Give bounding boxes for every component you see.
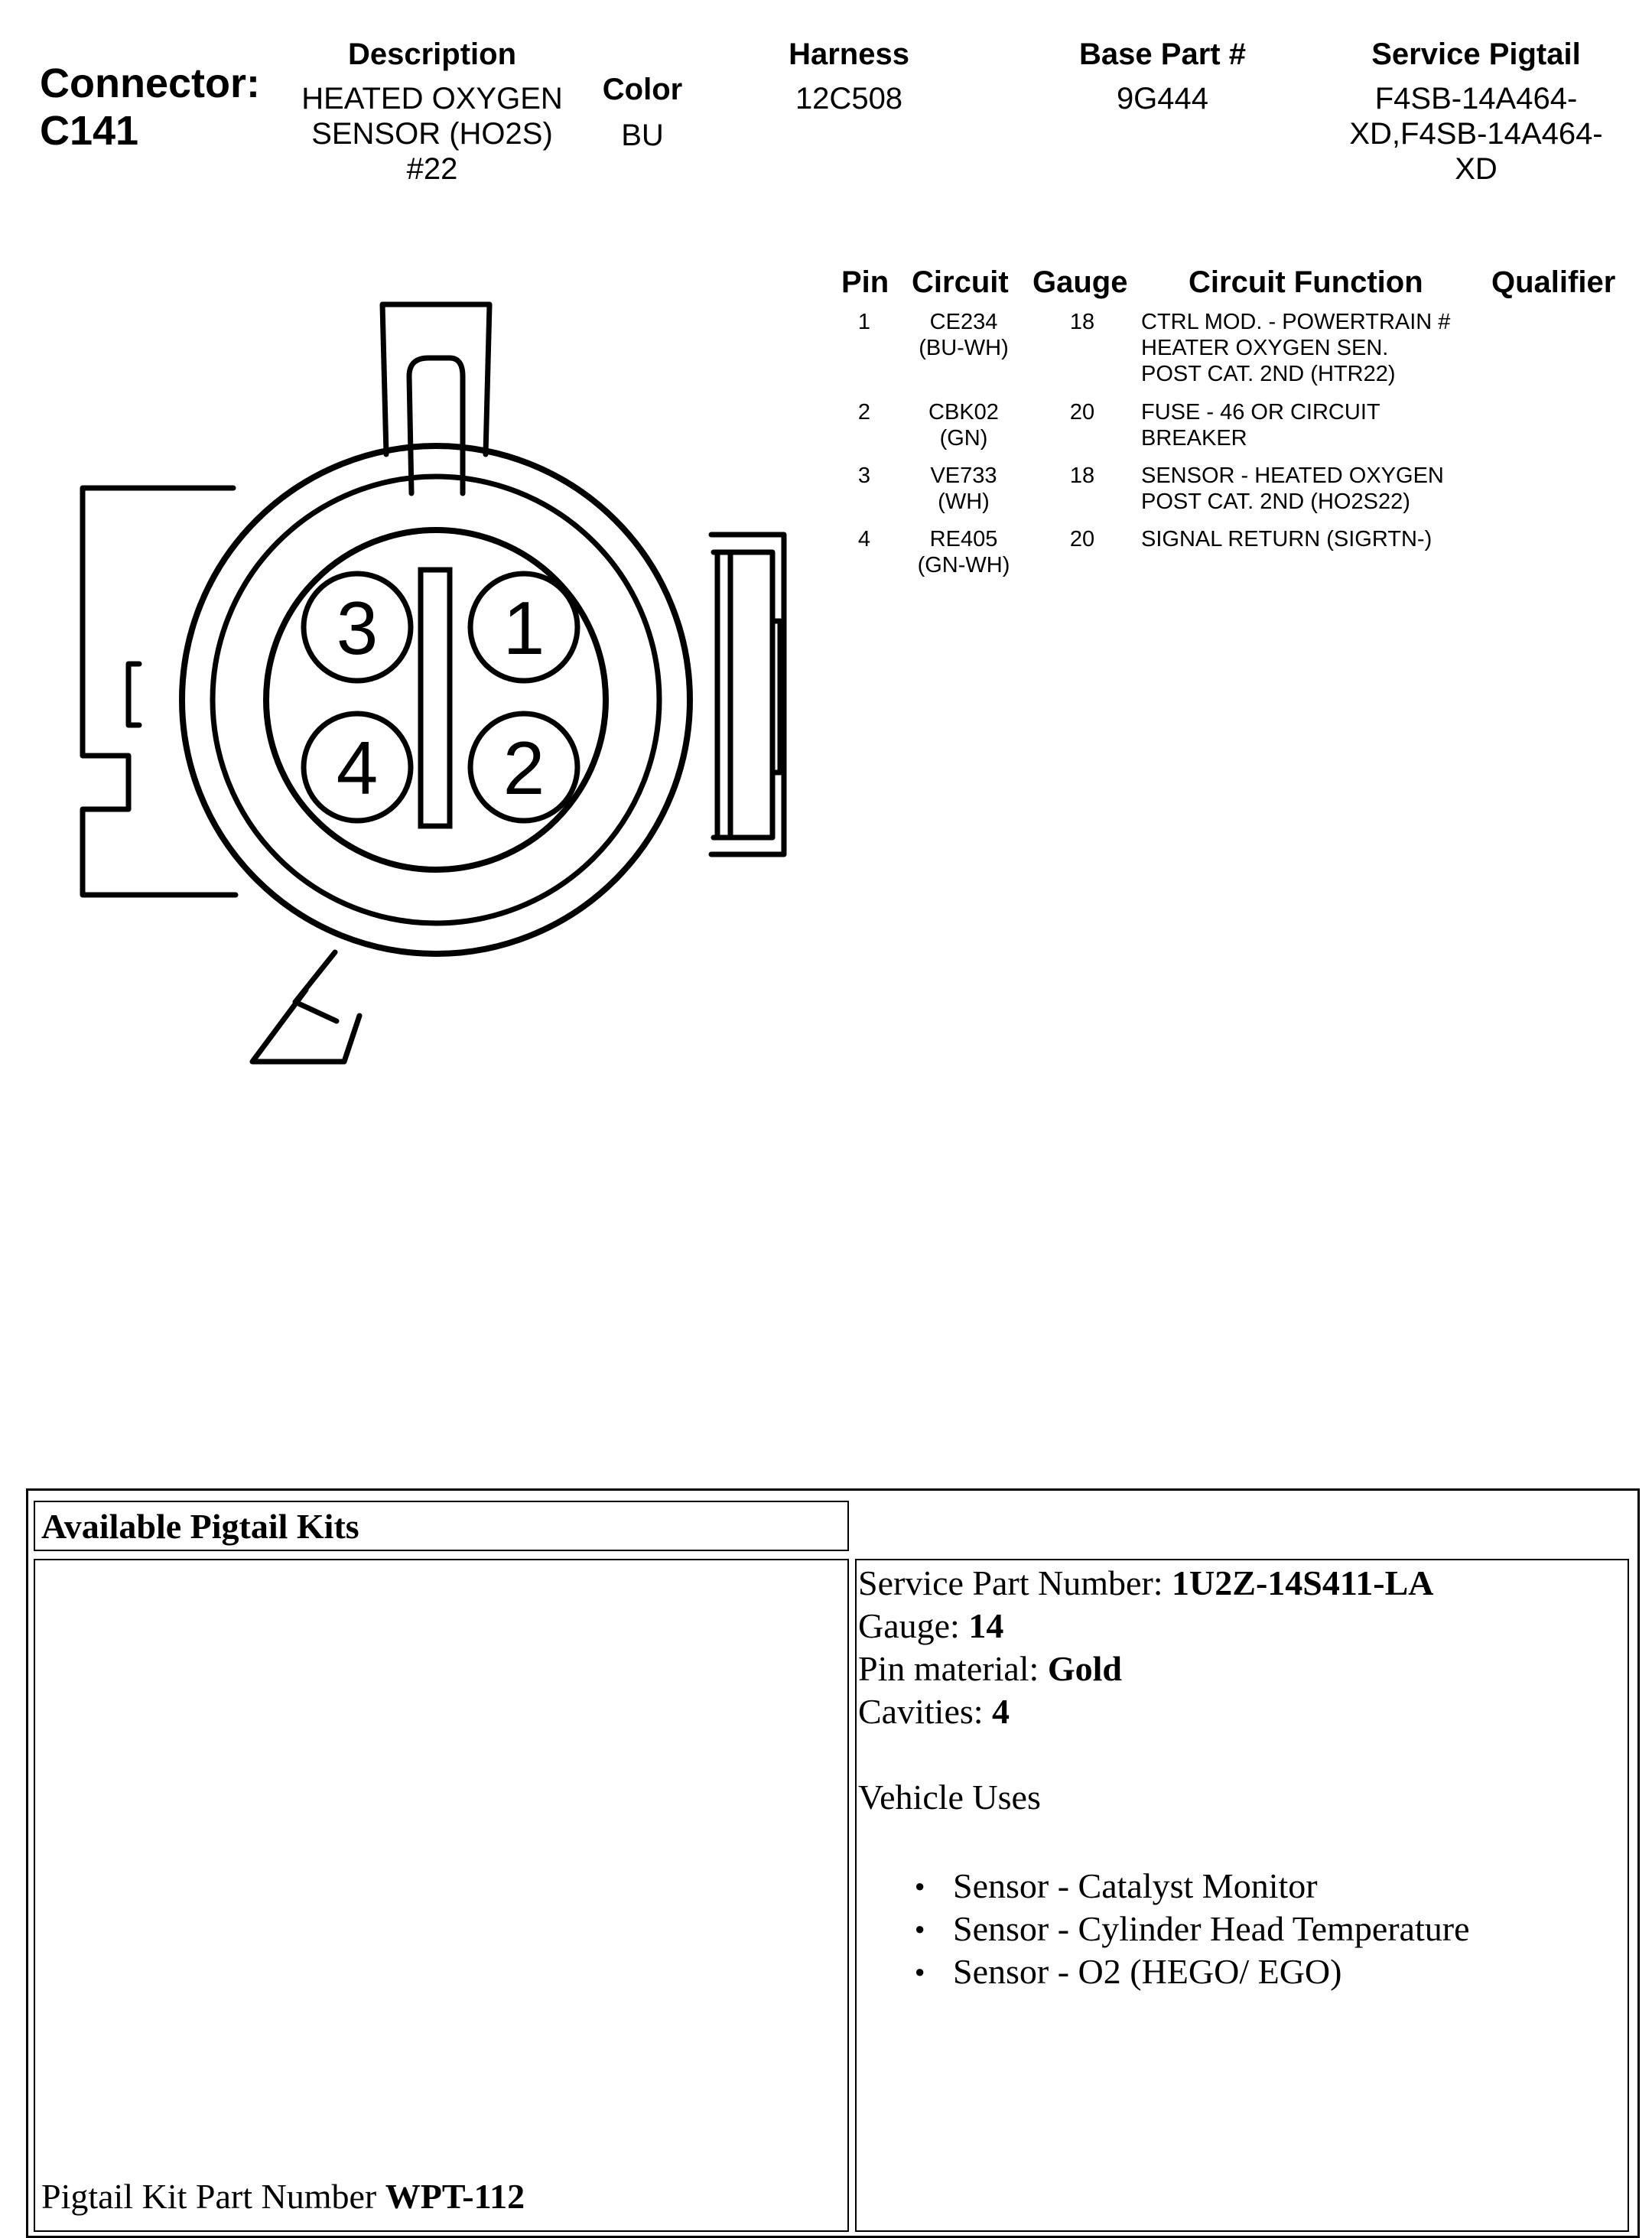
service-part-number-row bbox=[858, 1562, 1434, 1605]
harness-value: 12C508 bbox=[795, 82, 903, 115]
connector-label: Connector: bbox=[40, 60, 260, 106]
pigtail-kit-image-cell bbox=[34, 1559, 849, 2232]
circuit-function-cell: FUSE - 46 OR CIRCUIT BREAKER bbox=[1141, 400, 1380, 451]
gauge-value: 14 bbox=[968, 1606, 1004, 1645]
gauge-cell: 18 bbox=[1069, 310, 1095, 334]
pigtail-kits-title-box bbox=[34, 1501, 849, 1551]
circuit-cell: CE234 (BU-WH) bbox=[919, 310, 1009, 360]
gauge-cell: 20 bbox=[1069, 527, 1095, 551]
gauge-row bbox=[858, 1605, 1003, 1648]
service-pigtail-value: F4SB-14A464- XD,F4SB-14A464- XD bbox=[1349, 82, 1603, 186]
pigtail-kit-details-cell bbox=[855, 1559, 1629, 2232]
connector-face-diagram bbox=[46, 291, 811, 1086]
qualifier-column-header: Qualifier bbox=[1491, 265, 1616, 299]
circuit-function-cell: SIGNAL RETURN (SIGRTN-) bbox=[1141, 527, 1432, 551]
pigtail-kit-part-value: WPT-112 bbox=[385, 2177, 525, 2216]
gauge-cell: 18 bbox=[1069, 464, 1095, 488]
vehicle-uses-label: Vehicle Uses bbox=[858, 1778, 1041, 1817]
connector-id: C141 bbox=[40, 108, 139, 154]
pin-number-2: 2 bbox=[502, 726, 545, 810]
pin-number-cell: 4 bbox=[857, 527, 871, 551]
service-pigtail-label: Service Pigtail bbox=[1371, 37, 1581, 71]
harness-label: Harness bbox=[789, 37, 909, 71]
pin-number-3: 3 bbox=[336, 586, 379, 670]
vehicle-uses-list bbox=[857, 1865, 1470, 1993]
pigtail-kit-part-number bbox=[41, 2175, 525, 2218]
pigtail-kit-part-label: Pigtail Kit Part Number bbox=[41, 2177, 385, 2216]
pin-number-4: 4 bbox=[336, 726, 379, 810]
pin-number-cell: 2 bbox=[857, 400, 871, 425]
vehicle-use-item: ● Sensor - O2 (HEGO/ EGO) bbox=[857, 1950, 1470, 1993]
pin-material-row bbox=[858, 1648, 1122, 1690]
color-value: BU bbox=[621, 119, 664, 152]
pin-number-1: 1 bbox=[502, 586, 545, 670]
circuit-function-cell: CTRL MOD. - POWERTRAIN # HEATER OXYGEN SEN. POST CAT. 2ND (HTR22) bbox=[1141, 310, 1451, 386]
gauge-cell: 20 bbox=[1069, 400, 1095, 425]
cavities-label: Cavities: bbox=[858, 1692, 993, 1731]
circuit-function-column-header: Circuit Function bbox=[1189, 265, 1423, 299]
description-value: HEATED OXYGEN SENSOR (HO2S) #22 bbox=[301, 82, 563, 186]
pin-number-cell: 1 bbox=[857, 310, 871, 334]
base-part-label: Base Part # bbox=[1079, 37, 1246, 71]
circuit-cell: CBK02 (GN) bbox=[928, 400, 999, 451]
color-label: Color bbox=[602, 73, 683, 106]
pin-material-label: Pin material: bbox=[858, 1649, 1048, 1688]
pigtail-kits-title: Available Pigtail Kits bbox=[41, 1507, 359, 1546]
circuit-cell: VE733 (WH) bbox=[930, 464, 997, 514]
circuit-cell: RE405 (GN-WH) bbox=[917, 527, 1010, 577]
base-part-value: 9G444 bbox=[1116, 82, 1209, 115]
pin-column-header: Pin bbox=[841, 265, 889, 299]
circuit-column-header: Circuit bbox=[912, 265, 1009, 299]
circuit-function-cell: SENSOR - HEATED OXYGEN POST CAT. 2ND (HO2S22) bbox=[1141, 464, 1444, 514]
service-part-number-value: 1U2Z-14S411-LA bbox=[1172, 1563, 1434, 1602]
description-label: Description bbox=[347, 37, 517, 71]
center-key-bar bbox=[421, 570, 450, 826]
gauge-label: Gauge: bbox=[858, 1606, 969, 1645]
vehicle-use-item: ● Sensor - Cylinder Head Temperature bbox=[857, 1908, 1470, 1950]
gauge-column-header: Gauge bbox=[1032, 265, 1128, 299]
vehicle-use-item: ● Sensor - Catalyst Monitor bbox=[857, 1865, 1470, 1908]
pin-material-value: Gold bbox=[1047, 1649, 1122, 1688]
cavities-row bbox=[858, 1690, 1010, 1733]
pin-number-cell: 3 bbox=[857, 464, 871, 488]
cavities-value: 4 bbox=[992, 1692, 1010, 1731]
service-part-number-label: Service Part Number: bbox=[858, 1563, 1172, 1602]
